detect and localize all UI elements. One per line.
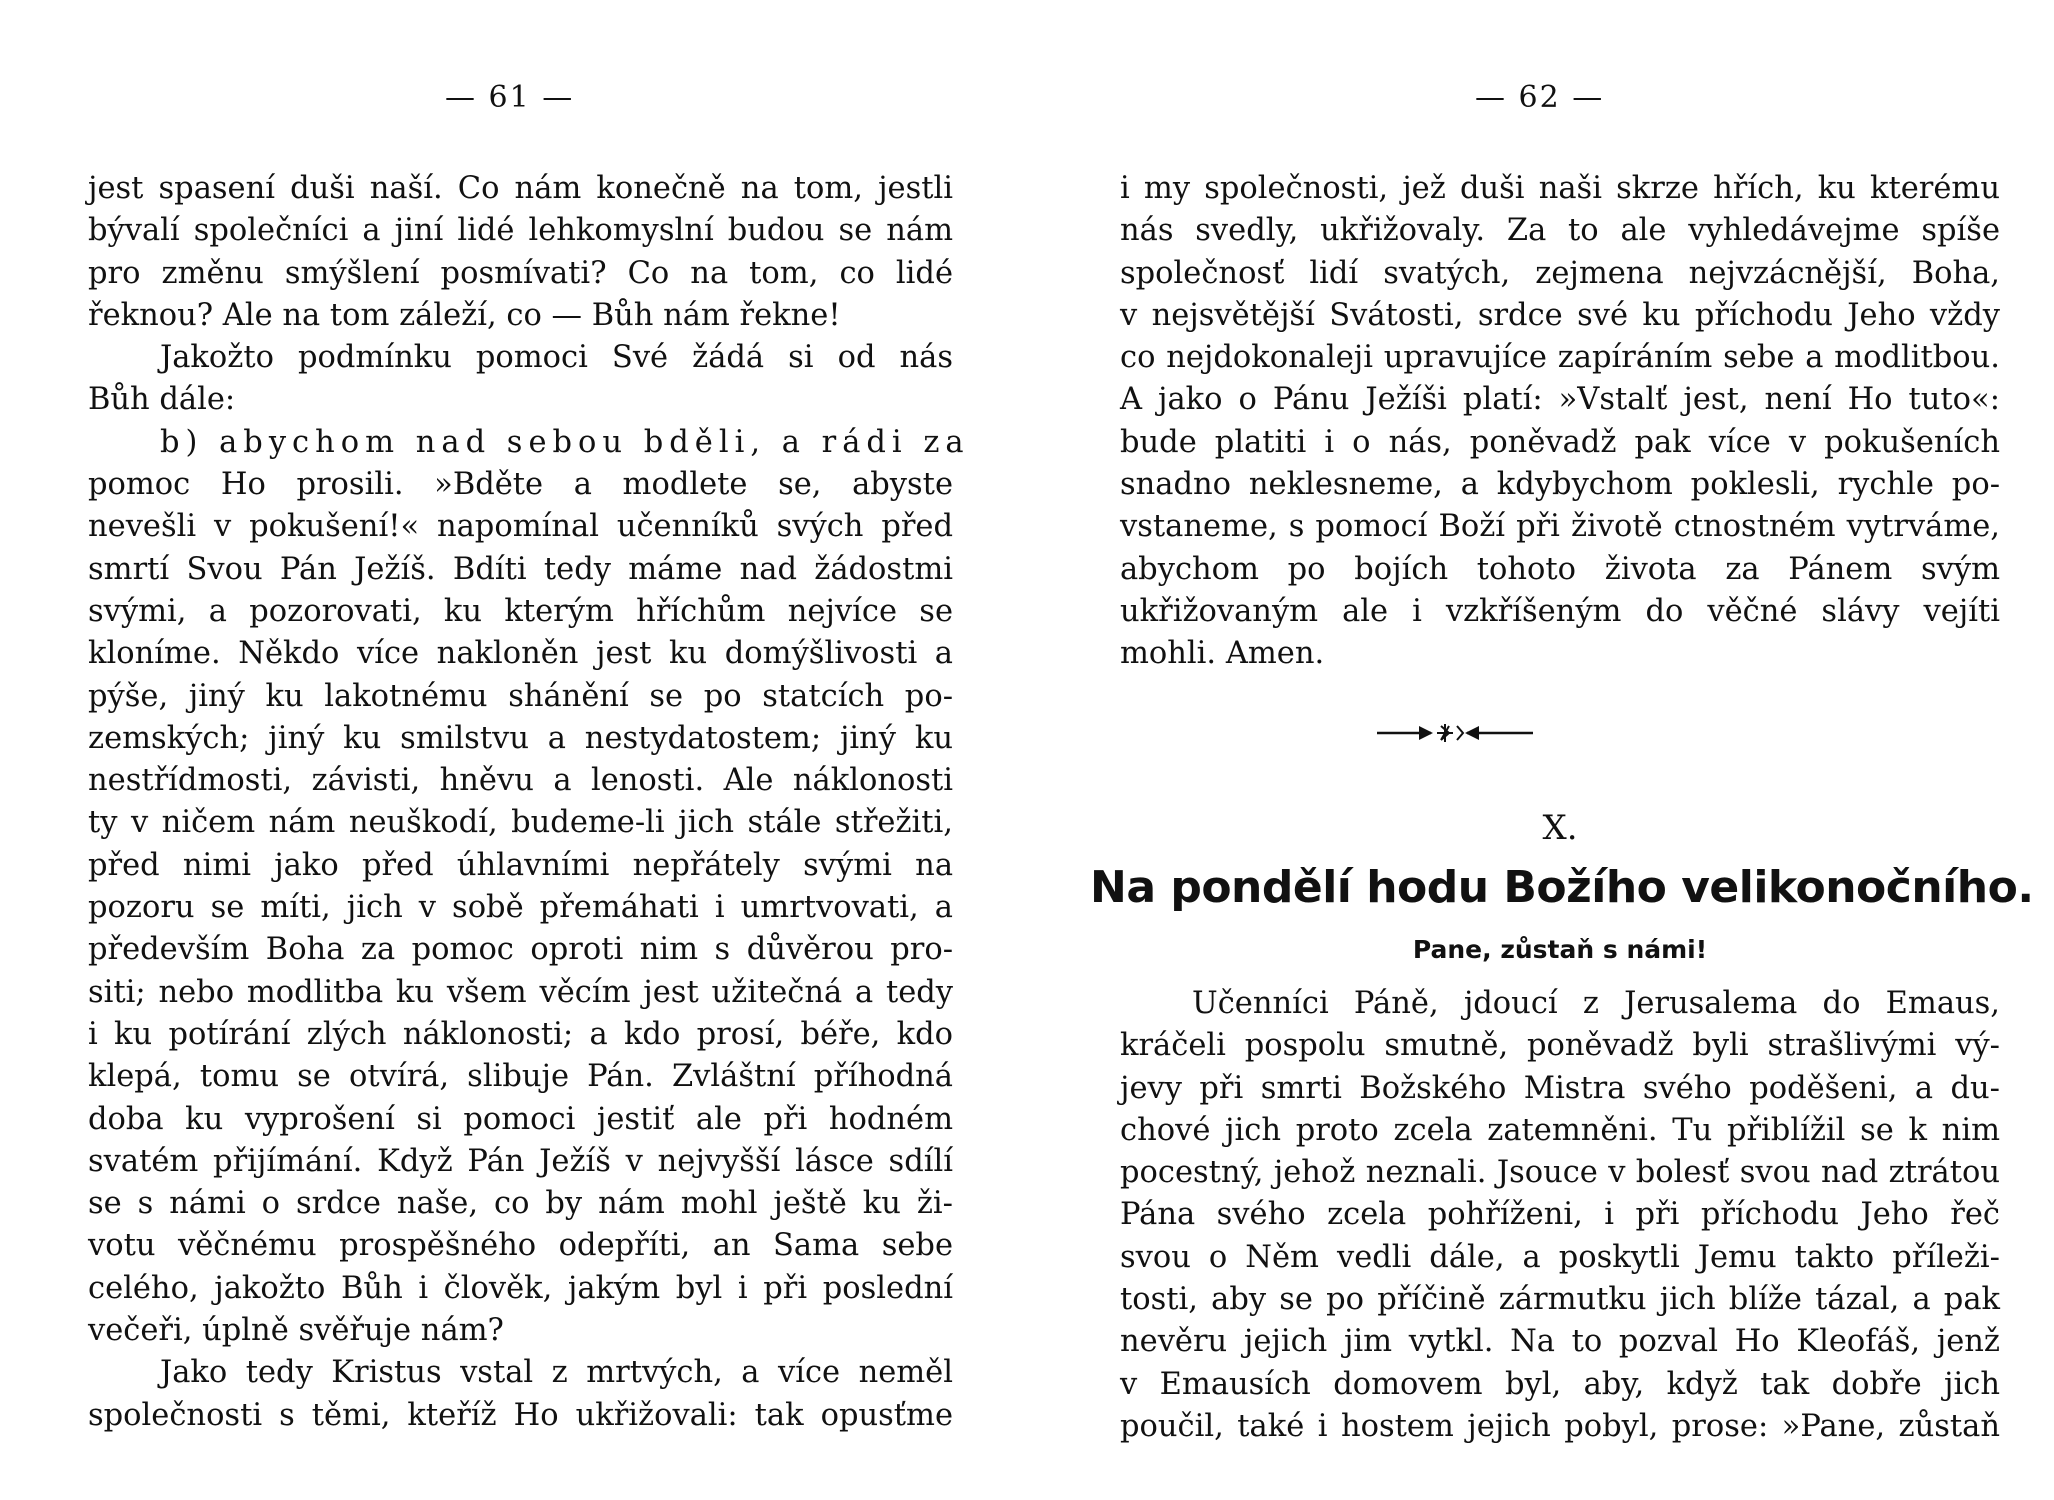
text-line: poučil, také i hostem jejich pobyl, prose: »Pane, zůstaň bbox=[1120, 1408, 2000, 1444]
text-line: pýše, jiný ku lakotnému shánění se po statcích po- bbox=[88, 678, 953, 714]
text-line: votu věčnému prospěšného odepříti, an Sama sebe bbox=[88, 1228, 953, 1264]
text-line: pro změnu smýšlení posmívati? Co na tom, co lidé bbox=[88, 255, 953, 291]
text-line: pomoc Ho prosili. »Bděte a modlete se, abyste bbox=[88, 467, 953, 503]
page-number: — 62 — bbox=[1475, 80, 1605, 115]
right-page-text-bottom bbox=[1120, 983, 2000, 1448]
text-line: v Emausích domovem byl, aby, když tak dobře jich bbox=[1120, 1366, 2000, 1402]
text-line: i my společnosti, jež duši naši skrze hřích, ku kterému bbox=[1120, 171, 2000, 206]
text-line: co nejdokonaleji upravujíce zapíráním sebe a modlitbou. bbox=[1120, 340, 2000, 376]
text-line: jevy při smrti Božského Mistra svého poděšeni, a du- bbox=[1120, 1070, 2000, 1106]
text-line: celého, jakožto Bůh i člověk, jakým byl i při poslední bbox=[88, 1270, 953, 1306]
text-line: doba ku vyprošení si pomoci jestiť ale při hodném bbox=[88, 1101, 953, 1137]
right-page-text-top bbox=[1120, 168, 2000, 676]
text-line: klepá, tomu se otvírá, slibuje Pán. Zvláštní příhodná bbox=[88, 1059, 953, 1095]
text-line: siti; nebo modlitba ku všem věcím jest užitečná a tedy bbox=[88, 974, 953, 1010]
text-line: snadno neklesneme, a kdybychom poklesli, rychle po- bbox=[1120, 467, 2000, 503]
text-line: nevěru jejich jim vytkl. Na to pozval Ho Kleofáš, jenž bbox=[1120, 1324, 2000, 1360]
text-line: řeknou? Ale na tom záleží, co — Bůh nám řekne! bbox=[88, 297, 841, 333]
text-line: pocestný, jehož neznali. Jsouce v bolesť svou nad ztrátou bbox=[1120, 1155, 2000, 1191]
left-page bbox=[0, 0, 1000, 1500]
page-number: — 61 — bbox=[445, 80, 575, 115]
text-line: v nejsvětější Svátosti, srdce své ku příchodu Jeho vždy bbox=[1120, 297, 2000, 333]
text-line: především Boha za pomoc oproti nim s důvěrou pro- bbox=[88, 932, 953, 968]
text-line: b) abychom nad sebou bděli, a rádi za bbox=[160, 424, 970, 460]
text-line: pozoru se míti, jich v sobě přemáhati i umrtvovati, a bbox=[88, 890, 953, 926]
section-motto: Pane, zůstaň s námi! bbox=[1412, 935, 1708, 964]
right-page bbox=[1030, 0, 2034, 1500]
text-line: společnosť lidí svatých, zejmena nejvzácnější, Boha, bbox=[1120, 255, 2000, 291]
text-line: nestřídmosti, závisti, hněvu a lenosti. Ale náklonosti bbox=[88, 763, 953, 799]
text-line: svými, a pozorovati, ku kterým hříchům nejvíce se bbox=[88, 593, 953, 629]
text-line: jest spasení duši naší. Co nám konečně na tom, jestli bbox=[88, 171, 953, 206]
text-line: Bůh dále: bbox=[88, 382, 236, 418]
text-line: před nimi jako před úhlavními nepřátely svými na bbox=[88, 847, 953, 883]
text-line: společnosti s těmi, kteříž Ho ukřižovali: tak opusťme bbox=[88, 1397, 953, 1433]
section-number: X. bbox=[1542, 808, 1578, 848]
text-line: nás svedly, ukřižovaly. Za to ale vyhledávejme spíše bbox=[1120, 213, 2000, 249]
text-line: tosti, aby se po příčině zármutku jich blíže tázal, a pak bbox=[1120, 1282, 2000, 1318]
text-line: zemských; jiný ku smilstvu a nestydatostem; jiný ku bbox=[88, 720, 953, 756]
text-line: svou o Něm vedli dále, a poskytli Jemu takto příleži- bbox=[1120, 1239, 2000, 1275]
arrow-flourish-divider-icon bbox=[1375, 720, 1535, 746]
text-line: se s námi o srdce naše, co by nám mohl ještě ku ži- bbox=[88, 1186, 953, 1222]
left-page-text bbox=[88, 168, 970, 1437]
text-line: abychom po bojích tohoto života za Pánem svým bbox=[1120, 551, 2000, 587]
text-line: ty v ničem nám neuškodí, budeme-li jich stále střežiti, bbox=[88, 805, 953, 841]
text-line: Učenníci Páně, jdoucí z Jerusalema do Emaus, bbox=[1192, 986, 2000, 1021]
text-line: bývalí společníci a jiní lidé lehkomyslní budou se nám bbox=[88, 213, 953, 249]
text-line: A jako o Pánu Ježíši platí: »Vstalť jest, není Ho tuto«: bbox=[1120, 382, 2000, 418]
text-line: bude platiti i o nás, poněvadž pak více v pokušeních bbox=[1120, 424, 2000, 460]
text-line: Jako tedy Kristus vstal z mrtvých, a více neměl bbox=[160, 1355, 953, 1391]
text-line: vstaneme, s pomocí Boží při životě ctnostném vytrváme, bbox=[1120, 509, 2000, 545]
text-line: svatém přijímání. Když Pán Ježíš v nejvyšší lásce sdílí bbox=[88, 1143, 953, 1179]
text-line: kloníme. Někdo více nakloněn jest ku domýšlivosti a bbox=[88, 636, 953, 672]
text-line: Jakožto podmínku pomoci Své žádá si od nás bbox=[160, 340, 953, 376]
text-line: chové jich proto zcela zatemněni. Tu přiblížil se k nim bbox=[1120, 1112, 2000, 1148]
text-line: smrtí Svou Pán Ježíš. Bdíti tedy máme nad žádostmi bbox=[88, 551, 953, 587]
text-line: ukřižovaným ale i vzkříšeným do věčné slávy vejíti bbox=[1120, 593, 2000, 629]
text-line: nevešli v pokušení!« napomínal učenníků svých před bbox=[88, 509, 953, 545]
section-title: Na pondělí hodu Božího velikonočního. bbox=[1090, 862, 2034, 913]
text-line: Pána svého zcela pohříženi, i při příchodu Jeho řeč bbox=[1120, 1197, 2000, 1233]
text-line: večeři, úplně svěřuje nám? bbox=[88, 1313, 504, 1349]
text-line: i ku potírání zlých náklonosti; a kdo prosí, béře, kdo bbox=[88, 1016, 953, 1052]
text-line: mohli. Amen. bbox=[1120, 636, 1325, 672]
text-line: kráčeli pospolu smutně, poněvadž byli strašlivými vý- bbox=[1120, 1028, 2000, 1064]
